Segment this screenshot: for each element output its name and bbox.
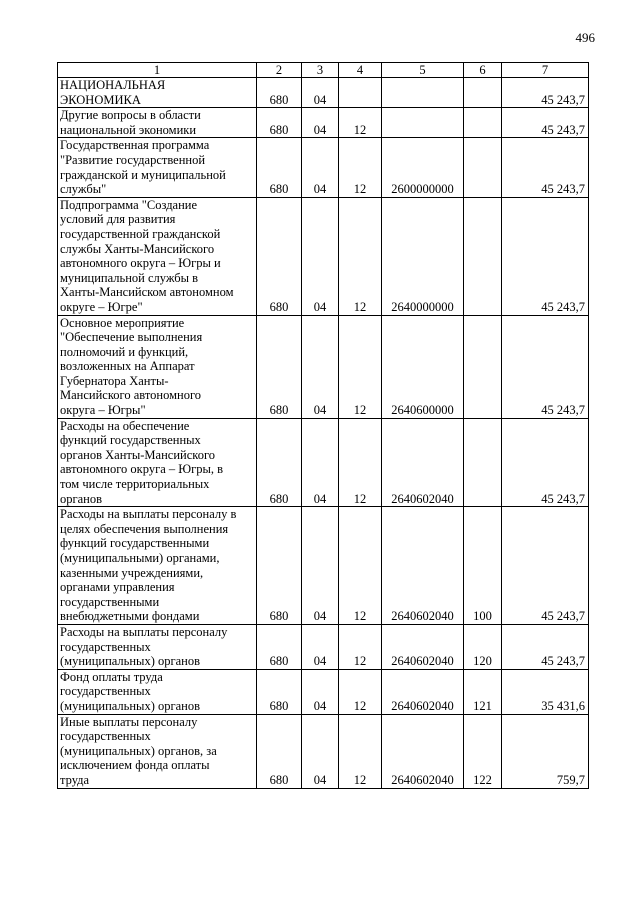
row-ministry-code: 680 (257, 78, 302, 108)
row-name: Подпрограмма "Создание условий для развития государственной гражданской службы Ханты-Мансийского автономного округа – Югры и муниципальной службы в Ханты-Мансийском автономном округе – Югре" (58, 197, 257, 315)
row-expense-type (464, 315, 502, 418)
table-row (58, 624, 589, 669)
row-expense-type: 100 (464, 507, 502, 625)
row-subsection: 12 (339, 138, 382, 197)
row-subsection: 12 (339, 624, 382, 669)
row-name: Государственная программа "Развитие государственной гражданской и муниципальной службы" (58, 138, 257, 197)
row-target-item (382, 78, 464, 108)
row-ministry-code: 680 (257, 197, 302, 315)
table-row (58, 138, 589, 197)
header-row (58, 63, 589, 78)
row-ministry-code: 680 (257, 507, 302, 625)
row-section: 04 (302, 714, 339, 788)
row-amount: 35 431,6 (502, 669, 589, 714)
table-row (58, 714, 589, 788)
row-section: 04 (302, 197, 339, 315)
row-name: Расходы на выплаты персоналу в целях обеспечения выполнения функций государственными (муниципальными) органами, казенными учреждениями, органами управления государственными внебюджетными фондами (58, 507, 257, 625)
row-amount: 45 243,7 (502, 418, 589, 507)
row-section: 04 (302, 78, 339, 108)
row-ministry-code: 680 (257, 669, 302, 714)
row-target-item: 2640000000 (382, 197, 464, 315)
row-section: 04 (302, 108, 339, 138)
row-target-item: 2640602040 (382, 714, 464, 788)
row-amount: 45 243,7 (502, 624, 589, 669)
row-ministry-code: 680 (257, 315, 302, 418)
row-subsection: 12 (339, 418, 382, 507)
row-amount: 45 243,7 (502, 78, 589, 108)
row-section: 04 (302, 669, 339, 714)
header-col-5: 5 (382, 63, 464, 78)
row-ministry-code: 680 (257, 108, 302, 138)
budget-table (57, 62, 589, 789)
row-name: Основное мероприятие "Обеспечение выполнения полномочий и функций, возложенных на Аппарат Губернатора Ханты- Мансийского автономного округа – Югры" (58, 315, 257, 418)
row-section: 04 (302, 624, 339, 669)
row-ministry-code: 680 (257, 714, 302, 788)
table-row (58, 315, 589, 418)
table-row (58, 78, 589, 108)
header-col-6: 6 (464, 63, 502, 78)
row-name: Другие вопросы в области национальной экономики (58, 108, 257, 138)
row-expense-type (464, 108, 502, 138)
row-expense-type (464, 197, 502, 315)
row-target-item: 2640602040 (382, 624, 464, 669)
row-target-item: 2640602040 (382, 669, 464, 714)
row-subsection: 12 (339, 315, 382, 418)
row-name: Расходы на выплаты персоналу государственных (муниципальных) органов (58, 624, 257, 669)
row-name: Фонд оплаты труда государственных (муниципальных) органов (58, 669, 257, 714)
row-expense-type (464, 418, 502, 507)
row-name: НАЦИОНАЛЬНАЯ ЭКОНОМИКА (58, 78, 257, 108)
row-subsection: 12 (339, 669, 382, 714)
row-amount: 45 243,7 (502, 138, 589, 197)
header-col-1: 1 (58, 63, 257, 78)
row-amount: 759,7 (502, 714, 589, 788)
table-row (58, 507, 589, 625)
header-col-3: 3 (302, 63, 339, 78)
row-section: 04 (302, 138, 339, 197)
row-target-item: 2640602040 (382, 507, 464, 625)
row-ministry-code: 680 (257, 418, 302, 507)
row-subsection: 12 (339, 714, 382, 788)
header-col-4: 4 (339, 63, 382, 78)
row-target-item: 2600000000 (382, 138, 464, 197)
page-number: 496 (575, 30, 595, 45)
row-expense-type: 122 (464, 714, 502, 788)
header-col-7: 7 (502, 63, 589, 78)
row-amount: 45 243,7 (502, 108, 589, 138)
row-expense-type: 120 (464, 624, 502, 669)
table-row (58, 669, 589, 714)
row-subsection: 12 (339, 507, 382, 625)
row-name: Иные выплаты персоналу государственных (муниципальных) органов, за исключением фонда оплаты труда (58, 714, 257, 788)
row-section: 04 (302, 315, 339, 418)
row-target-item: 2640602040 (382, 418, 464, 507)
row-ministry-code: 680 (257, 624, 302, 669)
table-row (58, 197, 589, 315)
row-amount: 45 243,7 (502, 315, 589, 418)
row-section: 04 (302, 507, 339, 625)
row-subsection (339, 78, 382, 108)
row-expense-type (464, 138, 502, 197)
row-ministry-code: 680 (257, 138, 302, 197)
row-target-item (382, 108, 464, 138)
row-name: Расходы на обеспечение функций государственных органов Ханты-Мансийского автономного округа – Югры, в том числе территориальных органов (58, 418, 257, 507)
row-subsection: 12 (339, 197, 382, 315)
row-subsection: 12 (339, 108, 382, 138)
table-row (58, 108, 589, 138)
row-expense-type: 121 (464, 669, 502, 714)
row-amount: 45 243,7 (502, 507, 589, 625)
row-section: 04 (302, 418, 339, 507)
row-amount: 45 243,7 (502, 197, 589, 315)
header-col-2: 2 (257, 63, 302, 78)
table-row (58, 418, 589, 507)
row-target-item: 2640600000 (382, 315, 464, 418)
row-expense-type (464, 78, 502, 108)
